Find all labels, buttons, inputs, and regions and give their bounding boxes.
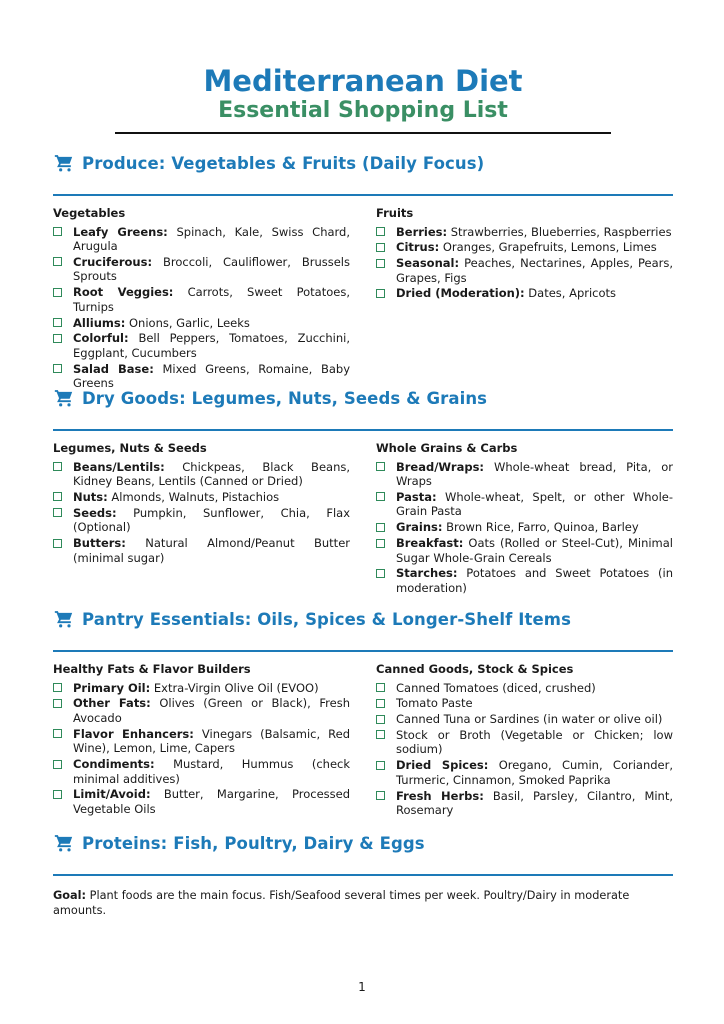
item-text (73, 696, 350, 725)
checkbox-icon[interactable] (53, 318, 62, 327)
checkbox-icon[interactable] (53, 760, 62, 769)
item-description: Spinach, Kale, Swiss Chard, Arugula (73, 224, 351, 254)
checkbox-icon[interactable] (53, 539, 62, 548)
checkbox-icon[interactable] (53, 364, 62, 373)
item-label: Butters: (73, 536, 126, 551)
page-number: 1 (358, 980, 366, 994)
section-1 (53, 150, 673, 392)
item-text (73, 285, 350, 314)
list-item (376, 286, 673, 301)
checkbox-icon[interactable] (53, 462, 62, 471)
item-description: Oats (Rolled or Steel-Cut), Minimal Sugar Whole-Grain Cereals (396, 536, 673, 565)
list-item (376, 240, 673, 255)
checkbox-icon[interactable] (53, 227, 62, 236)
page (53, 60, 673, 134)
section-title: Produce: Vegetables & Fruits (Daily Focus) (82, 153, 485, 173)
category-column (376, 441, 673, 597)
item-description: Chickpeas, Black Beans, Kidney Beans, Lentils (Canned or Dried) (73, 459, 351, 489)
item-text (73, 536, 350, 565)
category-title: Legumes, Nuts & Seeds (53, 440, 207, 455)
checkbox-icon[interactable] (376, 462, 385, 471)
item-description: Butter, Margarine, Processed Vegetable Oils (73, 787, 351, 816)
item-description: Whole-wheat, Spelt, or other Whole-Grain Pasta (396, 489, 673, 519)
checkbox-icon[interactable] (376, 227, 385, 236)
category-column (53, 206, 350, 393)
item-description: Mustard, Hummus (check minimal additives) (73, 757, 350, 786)
goal-note (53, 888, 673, 918)
item-description: Dates, Apricots (528, 286, 617, 301)
item-text (73, 490, 350, 505)
section-title: Pantry Essentials: Oils, Spices & Longer-Shelf Items (82, 609, 572, 629)
item-label: Beans/Lentils: (73, 459, 165, 474)
item-description: Carrots, Sweet Potatoes, Turnips (73, 285, 350, 314)
list-item (376, 225, 673, 240)
item-label: Seeds: (73, 505, 117, 520)
checkbox-icon[interactable] (376, 243, 385, 252)
list-item (53, 681, 350, 696)
item-text (396, 490, 673, 519)
item-description: Bell Peppers, Tomatoes, Zucchini, Eggplant, Cucumbers (73, 331, 351, 360)
item-description: Vinegars (Balsamic, Red Wine), Lemon, Lime, Capers (73, 726, 351, 756)
section-title: Proteins: Fish, Poultry, Dairy & Eggs (82, 833, 425, 853)
item-description: Onions, Garlic, Leeks (129, 315, 250, 330)
item-description: Basil, Parsley, Cilantro, Mint, Rosemary (396, 788, 674, 818)
item-label: Other Fats: (73, 696, 151, 711)
item-text (73, 681, 350, 696)
item-label: Salad Base: (73, 361, 154, 376)
item-text (396, 566, 673, 595)
item-description: Olives (Green or Black), Fresh Avocado (73, 696, 350, 725)
item-description: Oregano, Cumin, Coriander, Turmeric, Cinnamon, Smoked Paprika (396, 758, 674, 787)
category-column (53, 662, 350, 819)
section-title: Dry Goods: Legumes, Nuts, Seeds & Grains (82, 388, 488, 408)
item-text (73, 255, 350, 284)
list-item (376, 712, 673, 727)
item-text (396, 681, 673, 696)
shopping-cart-icon (54, 609, 74, 629)
section-4 (53, 830, 673, 918)
item-text (396, 712, 673, 727)
shopping-cart-icon (54, 153, 74, 173)
item-description: Canned Tomatoes (diced, crushed) (396, 680, 596, 695)
list-item (53, 490, 350, 505)
item-label: Breakfast: (396, 536, 464, 551)
list-item (376, 536, 673, 565)
item-label: Fresh Herbs: (396, 788, 484, 803)
section-divider (53, 194, 673, 196)
item-text (73, 316, 350, 331)
item-description: Strawberries, Blueberries, Raspberries (450, 224, 672, 239)
item-text (396, 256, 673, 285)
item-label: Seasonal: (396, 256, 460, 271)
list-item (376, 728, 673, 757)
item-text (396, 225, 673, 240)
list-item (376, 460, 673, 489)
list-item (53, 757, 350, 786)
section-header (53, 830, 673, 856)
item-text (73, 757, 350, 786)
category-title: Fruits (376, 205, 414, 220)
list-item (376, 520, 673, 535)
item-text (73, 506, 350, 535)
checkbox-icon[interactable] (376, 699, 385, 708)
item-label: Condiments: (73, 757, 155, 772)
list-item (376, 789, 673, 818)
checkbox-icon[interactable] (53, 699, 62, 708)
page-title: Mediterranean Diet (203, 64, 523, 98)
item-description: Extra-Virgin Olive Oil (EVOO) (153, 680, 319, 695)
item-label: Limit/Avoid: (73, 787, 151, 802)
item-description: Peaches, Nectarines, Apples, Pears, Grapes, Figs (396, 256, 674, 285)
section-divider (53, 650, 673, 652)
item-label: Dried (Moderation): (396, 286, 525, 301)
item-label: Citrus: (396, 240, 440, 255)
section-columns (53, 441, 673, 597)
section-divider (53, 874, 673, 876)
item-description: Mixed Greens, Romaine, Baby Greens (73, 361, 351, 391)
item-label: Pasta: (396, 489, 437, 504)
list-item (376, 256, 673, 285)
item-description: Broccoli, Cauliflower, Brussels Sprouts (73, 254, 350, 284)
item-description: Pumpkin, Sunflower, Chia, Flax (Optional) (73, 505, 350, 535)
item-text (73, 331, 350, 360)
checkbox-icon[interactable] (376, 492, 385, 501)
checkbox-icon[interactable] (376, 730, 385, 739)
category-title: Whole Grains & Carbs (376, 440, 518, 455)
category-column (376, 206, 673, 393)
item-text (396, 728, 673, 757)
checkbox-icon[interactable] (376, 539, 385, 548)
item-text (73, 727, 350, 756)
checkbox-icon[interactable] (376, 289, 385, 298)
checkbox-icon[interactable] (53, 508, 62, 517)
item-description: Natural Almond/Peanut Butter (minimal sugar) (73, 536, 350, 565)
category-column (376, 662, 673, 819)
section-divider (53, 429, 673, 431)
item-text (396, 286, 673, 301)
goal-text: Plant foods are the main focus. Fish/Seafood several times per week. Poultry/Dairy in moderate amounts. (53, 888, 630, 917)
goal-label: Goal: (53, 888, 87, 902)
checkbox-icon[interactable] (53, 790, 62, 799)
section-header (53, 385, 673, 411)
item-label: Leafy Greens: (73, 224, 168, 239)
item-text (396, 758, 673, 787)
category-title: Healthy Fats & Flavor Builders (53, 661, 251, 676)
item-label: Berries: (396, 224, 448, 239)
item-text (396, 240, 673, 255)
section-columns (53, 662, 673, 819)
list-item (376, 681, 673, 696)
item-label: Alliums: (73, 315, 126, 330)
list-item (53, 225, 350, 254)
checkbox-icon[interactable] (53, 288, 62, 297)
checkbox-icon[interactable] (376, 683, 385, 692)
item-text (73, 460, 350, 489)
item-label: Dried Spices: (396, 758, 489, 773)
item-description: Brown Rice, Farro, Quinoa, Barley (446, 520, 639, 535)
item-label: Bread/Wraps: (396, 459, 485, 474)
checkbox-icon[interactable] (376, 569, 385, 578)
item-text (396, 460, 673, 489)
list-item (376, 696, 673, 711)
item-text (396, 696, 673, 711)
list-item (53, 460, 350, 489)
list-item (53, 696, 350, 725)
list-item (53, 255, 350, 284)
list-item (376, 490, 673, 519)
item-text (73, 787, 350, 816)
checkbox-icon[interactable] (376, 259, 385, 268)
checkbox-icon[interactable] (53, 683, 62, 692)
item-label: Nuts: (73, 489, 108, 504)
item-description: Canned Tuna or Sardines (in water or olive oil) (396, 712, 663, 727)
section-header (53, 606, 673, 632)
list-item (53, 536, 350, 565)
item-label: Starches: (396, 566, 458, 581)
item-label: Colorful: (73, 331, 129, 346)
list-item (376, 566, 673, 595)
list-item (53, 316, 350, 331)
page-subtitle: Essential Shopping List (218, 98, 508, 123)
title-divider (115, 132, 611, 134)
item-label: Flavor Enhancers: (73, 726, 194, 741)
category-column (53, 441, 350, 597)
category-title: Canned Goods, Stock & Spices (376, 661, 574, 676)
checkbox-icon[interactable] (376, 791, 385, 800)
checkbox-icon[interactable] (53, 257, 62, 266)
section-3 (53, 606, 673, 819)
item-text (396, 520, 673, 535)
checkbox-icon[interactable] (376, 761, 385, 770)
item-label: Cruciferous: (73, 254, 153, 269)
list-item (53, 787, 350, 816)
list-item (53, 727, 350, 756)
checkbox-icon[interactable] (53, 334, 62, 343)
item-description: Almonds, Walnuts, Pistachios (111, 489, 280, 504)
checkbox-icon[interactable] (376, 523, 385, 532)
item-text (396, 536, 673, 565)
category-title: Vegetables (53, 205, 126, 220)
shopping-cart-icon (54, 833, 74, 853)
list-item (376, 758, 673, 787)
item-label: Primary Oil: (73, 680, 151, 695)
shopping-cart-icon (54, 388, 74, 408)
item-description: Stock or Broth (Vegetable or Chicken; low sodium) (396, 727, 673, 757)
checkbox-icon[interactable] (376, 715, 385, 724)
item-description: Tomato Paste (396, 696, 473, 711)
item-description: Oranges, Grapefruits, Lemons, Limes (442, 240, 657, 255)
section-2 (53, 385, 673, 597)
list-item (53, 331, 350, 360)
item-description: Potatoes and Sweet Potatoes (in moderation) (396, 566, 673, 595)
section-header (53, 150, 673, 176)
item-label: Grains: (396, 520, 443, 535)
checkbox-icon[interactable] (53, 729, 62, 738)
item-description: Whole-wheat bread, Pita, or Wraps (396, 459, 673, 489)
section-columns (53, 206, 673, 393)
item-label: Root Veggies: (73, 285, 174, 300)
item-text (73, 225, 350, 254)
list-item (53, 506, 350, 535)
item-text (396, 789, 673, 818)
checkbox-icon[interactable] (53, 492, 62, 501)
list-item (53, 285, 350, 314)
